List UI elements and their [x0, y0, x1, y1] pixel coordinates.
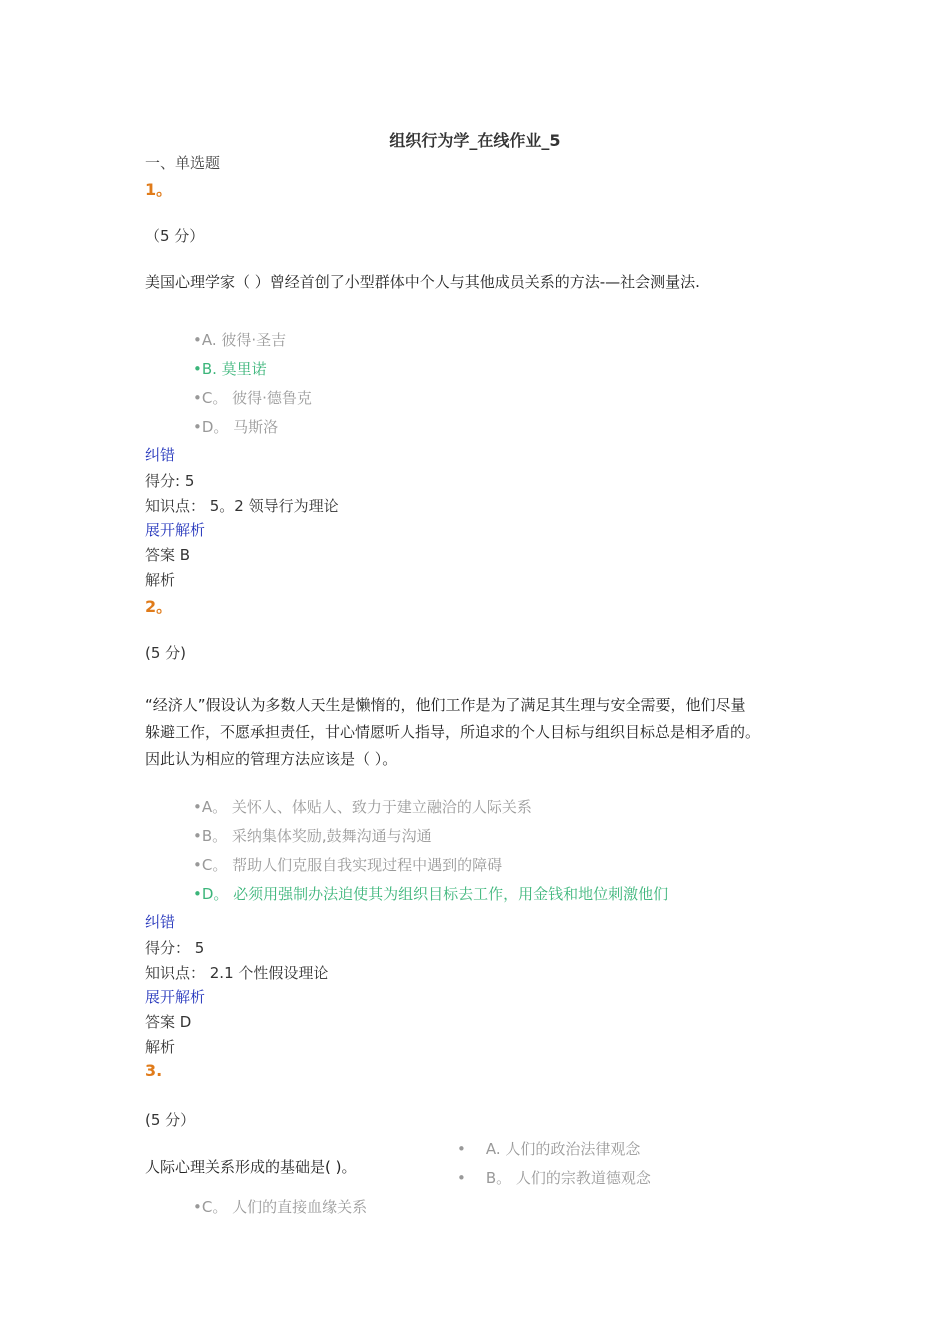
knowledge-point: 知识点： 5。2 领导行为理论 [145, 497, 339, 515]
option-c[interactable]: •C。 彼得·德鲁克 [193, 389, 312, 407]
report-error-link[interactable]: 纠错 [145, 913, 176, 931]
bullet-icon: • [457, 1140, 466, 1158]
points-text: 得分： 5 [145, 939, 205, 957]
question-stem: “经济人”假设认为多数人天生是懒惰的，他们工作是为了满足其生理与安全需要，他们尽量躲避工作，不愿承担责任，甘心情愿听人指导，所追求的个人目标与组织目标总是相矛盾的。因此认为相应的管理方法应该是（ ）。 [145, 696, 761, 768]
question-score: （5 分） [145, 227, 205, 245]
analysis-label: 解析 [145, 571, 176, 589]
question-score: (5 分) [145, 644, 187, 662]
option-b[interactable] [457, 1167, 651, 1188]
option-c[interactable]: •C。 人们的直接血缘关系 [193, 1198, 368, 1216]
question-score: (5 分） [145, 1111, 196, 1129]
question-stem: 人际心理关系形成的基础是( )。 [145, 1158, 357, 1176]
section-heading: 一、单选题 [145, 154, 221, 172]
option-d[interactable]: •D。 马斯洛 [193, 418, 279, 436]
question-number: 1。 [145, 180, 173, 199]
option-a[interactable]: •A. 彼得·圣吉 [193, 331, 287, 349]
page-title: 组织行为学_在线作业_5 [389, 131, 561, 150]
question-number: 3. [145, 1061, 163, 1080]
points-text: 得分: 5 [145, 472, 195, 490]
expand-analysis-link[interactable]: 展开解析 [145, 521, 206, 539]
answer-text: 答案 D [145, 1013, 192, 1031]
knowledge-point: 知识点： 2.1 个性假设理论 [145, 964, 329, 982]
report-error-link[interactable]: 纠错 [145, 446, 176, 464]
expand-analysis-link[interactable]: 展开解析 [145, 988, 206, 1006]
question-stem: 美国心理学家（ ）曾经首创了小型群体中个人与其他成员关系的方法-—社会测量法. [145, 273, 700, 291]
option-b[interactable]: •B. 莫里诺 [193, 360, 267, 378]
option-a[interactable]: •A。 关怀人、体贴人、致力于建立融洽的人际关系 [193, 798, 532, 816]
answer-text: 答案 B [145, 546, 191, 564]
question-number: 2。 [145, 597, 173, 616]
option-b[interactable]: •B。 采纳集体奖励,鼓舞沟通与沟通 [193, 827, 432, 845]
bullet-icon: • [457, 1169, 466, 1187]
option-d[interactable]: •D。 必须用强制办法迫使其为组织目标去工作，用金钱和地位刺激他们 [193, 885, 669, 903]
option-a-label: A. 人们的政治法律观念 [485, 1140, 641, 1158]
option-a[interactable] [457, 1138, 640, 1159]
option-b-label: B。 人们的宗教道德观念 [485, 1169, 651, 1187]
option-c[interactable]: •C。 帮助人们克服自我实现过程中遇到的障碍 [193, 856, 503, 874]
analysis-label: 解析 [145, 1038, 176, 1056]
